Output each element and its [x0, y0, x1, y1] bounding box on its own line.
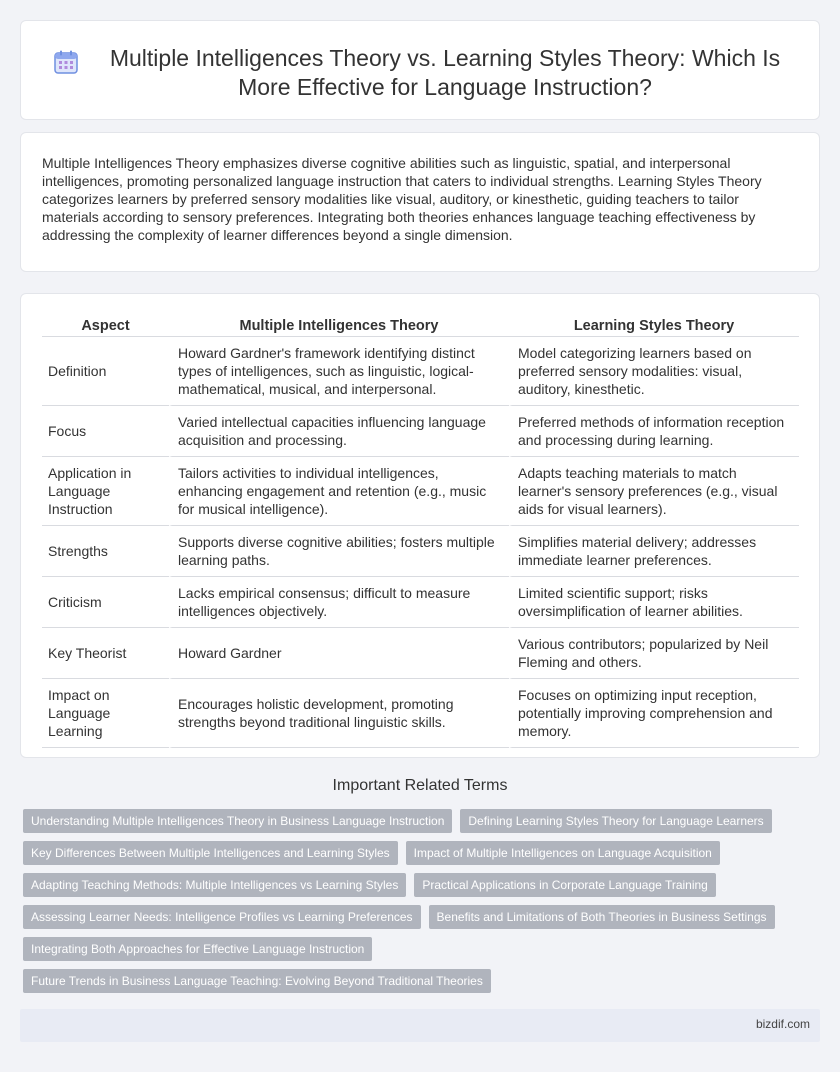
related-terms-title: Important Related Terms [332, 777, 508, 794]
row-ls: Focuses on optimizing input reception, potentially improving comprehension and memory. [509, 679, 799, 748]
table-row [42, 628, 799, 679]
related-term-link[interactable]: Benefits and Limitations of Both Theories in Business Settings [429, 905, 775, 929]
related-term-link[interactable]: Adapting Teaching Methods: Multiple Intelligences vs Learning Styles [23, 873, 406, 897]
row-mi: Howard Gardner [169, 628, 509, 679]
row-aspect: Focus [42, 406, 169, 457]
related-terms-list [23, 809, 803, 993]
related-term-link[interactable]: Understanding Multiple Intelligences Theory in Business Language Instruction [23, 809, 452, 833]
footer-site-link[interactable]: bizdif.com [755, 1017, 810, 1031]
related-term-link[interactable]: Future Trends in Business Language Teaching: Evolving Beyond Traditional Theories [23, 969, 491, 993]
row-ls: Model categorizing learners based on preferred sensory modalities: visual, auditory, kinesthetic. [509, 337, 799, 406]
table-row [42, 526, 799, 577]
footer [20, 1009, 820, 1042]
row-ls: Various contributors; popularized by Neil Fleming and others. [509, 628, 799, 679]
row-ls: Adapts teaching materials to match learner's sensory preferences (e.g., visual aids for visual learners). [509, 457, 799, 526]
related-term-link[interactable]: Assessing Learner Needs: Intelligence Profiles vs Learning Preferences [23, 905, 421, 929]
header-learning-styles: Learning Styles Theory [509, 314, 799, 337]
table-row [42, 577, 799, 628]
row-ls: Limited scientific support; risks oversimplification of learner abilities. [509, 577, 799, 628]
row-mi: Encourages holistic development, promoting strengths beyond traditional linguistic skills. [169, 679, 509, 748]
row-mi: Lacks empirical consensus; difficult to measure intelligences objectively. [169, 577, 509, 628]
related-term-link[interactable]: Defining Learning Styles Theory for Language Learners [460, 809, 771, 833]
comparison-table [42, 314, 799, 748]
calendar-icon [53, 49, 79, 75]
row-aspect: Application in Language Instruction [42, 457, 169, 526]
row-aspect: Key Theorist [42, 628, 169, 679]
row-mi: Howard Gardner's framework identifying distinct types of intelligences, such as linguistic, logical-mathematical, musical, and interpersonal. [169, 337, 509, 406]
related-term-link[interactable]: Impact of Multiple Intelligences on Language Acquisition [406, 841, 720, 865]
row-mi: Tailors activities to individual intelligences, enhancing engagement and retention (e.g., music for musical intelligence). [169, 457, 509, 526]
row-ls: Preferred methods of information reception and processing during learning. [509, 406, 799, 457]
related-term-link[interactable]: Key Differences Between Multiple Intelligences and Learning Styles [23, 841, 398, 865]
table-header-row [42, 314, 799, 337]
table-row [42, 457, 799, 526]
row-mi: Supports diverse cognitive abilities; fosters multiple learning paths. [169, 526, 509, 577]
header-multiple-intelligences: Multiple Intelligences Theory [169, 314, 509, 337]
comparison-table-card [20, 293, 820, 758]
table-row [42, 679, 799, 748]
header-card [20, 20, 820, 120]
row-aspect: Impact on Language Learning [42, 679, 169, 748]
row-aspect: Criticism [42, 577, 169, 628]
related-term-link[interactable]: Integrating Both Approaches for Effective Language Instruction [23, 937, 372, 961]
table-row [42, 406, 799, 457]
header-aspect: Aspect [42, 314, 169, 337]
row-aspect: Strengths [42, 526, 169, 577]
related-term-link[interactable]: Practical Applications in Corporate Language Training [414, 873, 716, 897]
row-ls: Simplifies material delivery; addresses immediate learner preferences. [509, 526, 799, 577]
page-title: Multiple Intelligences Theory vs. Learning Styles Theory: Which Is More Effective for Language Instruction? [109, 45, 781, 100]
table-row [42, 337, 799, 406]
row-mi: Varied intellectual capacities influencing language acquisition and processing. [169, 406, 509, 457]
intro-text: Multiple Intelligences Theory emphasizes diverse cognitive abilities such as linguistic, spatial, and interpersonal intelligences, promoting personalized language instruction that caters to individual strengths. Learning Styles Theory categorizes learners by preferred sensory modalities like visual, auditory, or kinesthetic, guiding teachers to tailor materials according to sensory preferences. Integrating both theories enhances language teaching effectiveness by addressing the complexity of learner differences beyond a single dimension. [42, 155, 762, 243]
row-aspect: Definition [42, 337, 169, 406]
intro-card [20, 132, 820, 272]
